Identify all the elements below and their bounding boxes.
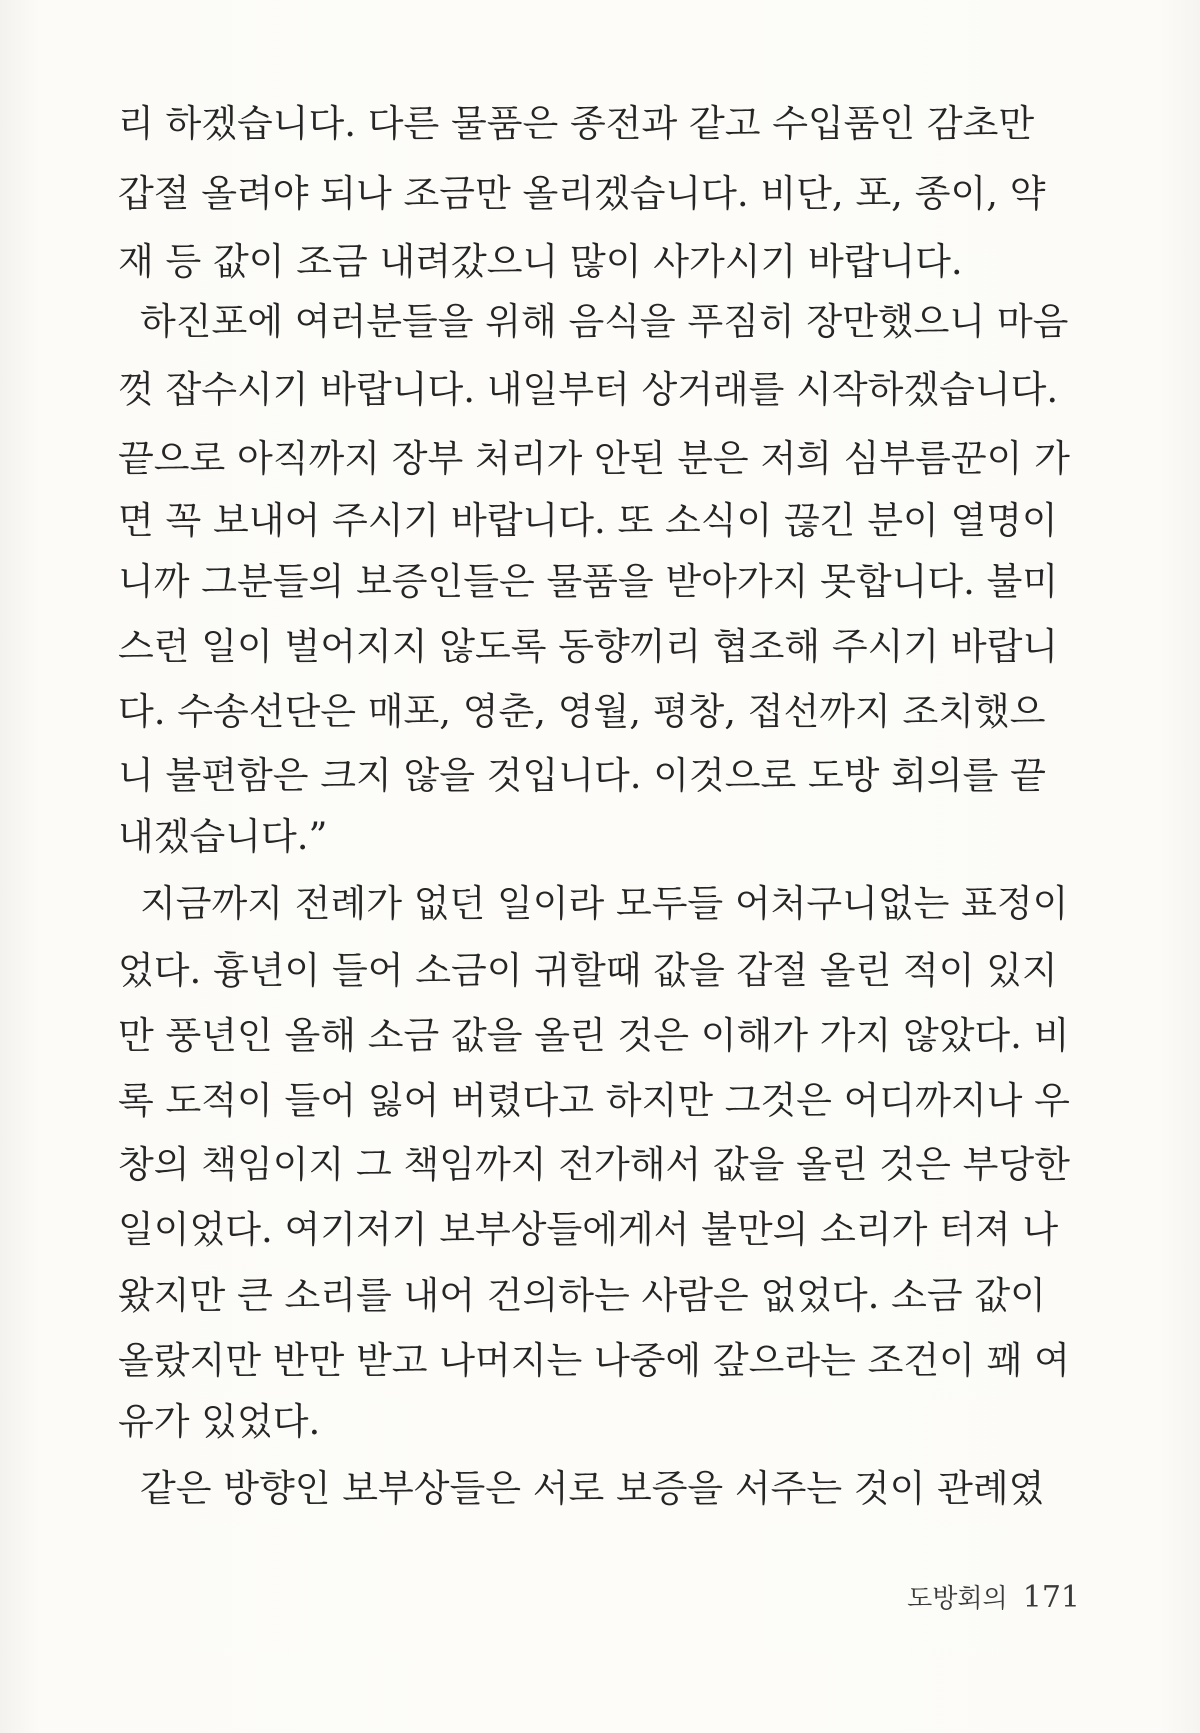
- text-line: 지금까지 전례가 없던 일이라 모두들 어처구니없는 표정이: [140, 882, 1069, 925]
- text-line: 리 하겠습니다. 다른 물품은 종전과 같고 수입품인 감초만: [118, 102, 1035, 145]
- text-line: 재 등 값이 조금 내려갔으니 많이 사가시기 바랍니다.: [118, 240, 963, 283]
- running-chapter-title: 도방회의: [907, 1584, 1008, 1614]
- page-number: 171: [1022, 1580, 1080, 1615]
- text-line: 만 풍년인 올해 소금 값을 올린 것은 이해가 가지 않았다. 비: [118, 1014, 1070, 1057]
- text-line: 니 불편함은 크지 않을 것입니다. 이것으로 도방 회의를 끝: [118, 754, 1046, 797]
- text-line: 왔지만 큰 소리를 내어 건의하는 사람은 없었다. 소금 값이: [118, 1274, 1046, 1317]
- text-line: 스런 일이 벌어지지 않도록 동향끼리 협조해 주시기 바랍니: [118, 625, 1059, 668]
- text-line: 니까 그분들의 보증인들은 물품을 받아가지 못합니다. 불미: [118, 560, 1059, 603]
- text-line: 하진포에 여러분들을 위해 음식을 푸짐히 장만했으니 마음: [140, 300, 1069, 343]
- text-line: 갑절 올려야 되나 조금만 올리겠습니다. 비단, 포, 종이, 약: [118, 172, 1046, 215]
- text-line: 다. 수송선단은 매포, 영춘, 영월, 평창, 접선까지 조치했으: [118, 690, 1046, 733]
- text-line: 올랐지만 반만 받고 나머지는 나중에 갚으라는 조건이 꽤 여: [118, 1339, 1070, 1382]
- page-footer: [860, 1578, 1080, 1618]
- text-line: 창의 책임이지 그 책임까지 전가해서 값을 올린 것은 부당한: [118, 1143, 1070, 1186]
- text-line: 면 꼭 보내어 주시기 바랍니다. 또 소식이 끊긴 분이 열명이: [118, 499, 1058, 542]
- text-line: 껏 잡수시기 바랍니다. 내일부터 상거래를 시작하겠습니다.: [118, 368, 1059, 411]
- text-line: 끝으로 아직까지 장부 처리가 안된 분은 저희 심부름꾼이 가: [118, 437, 1070, 480]
- text-line: 내겠습니다.”: [118, 815, 328, 858]
- text-line: 같은 방향인 보부상들은 서로 보증을 서주는 것이 관례였: [140, 1467, 1045, 1510]
- text-line: 록 도적이 들어 잃어 버렸다고 하지만 그것은 어디까지나 우: [118, 1079, 1070, 1122]
- text-line: 유가 있었다.: [118, 1400, 321, 1443]
- text-line: 일이었다. 여기저기 보부상들에게서 불만의 소리가 터져 나: [118, 1208, 1059, 1251]
- text-line: 었다. 흉년이 들어 소금이 귀할때 값을 갑절 올린 적이 있지: [118, 949, 1058, 992]
